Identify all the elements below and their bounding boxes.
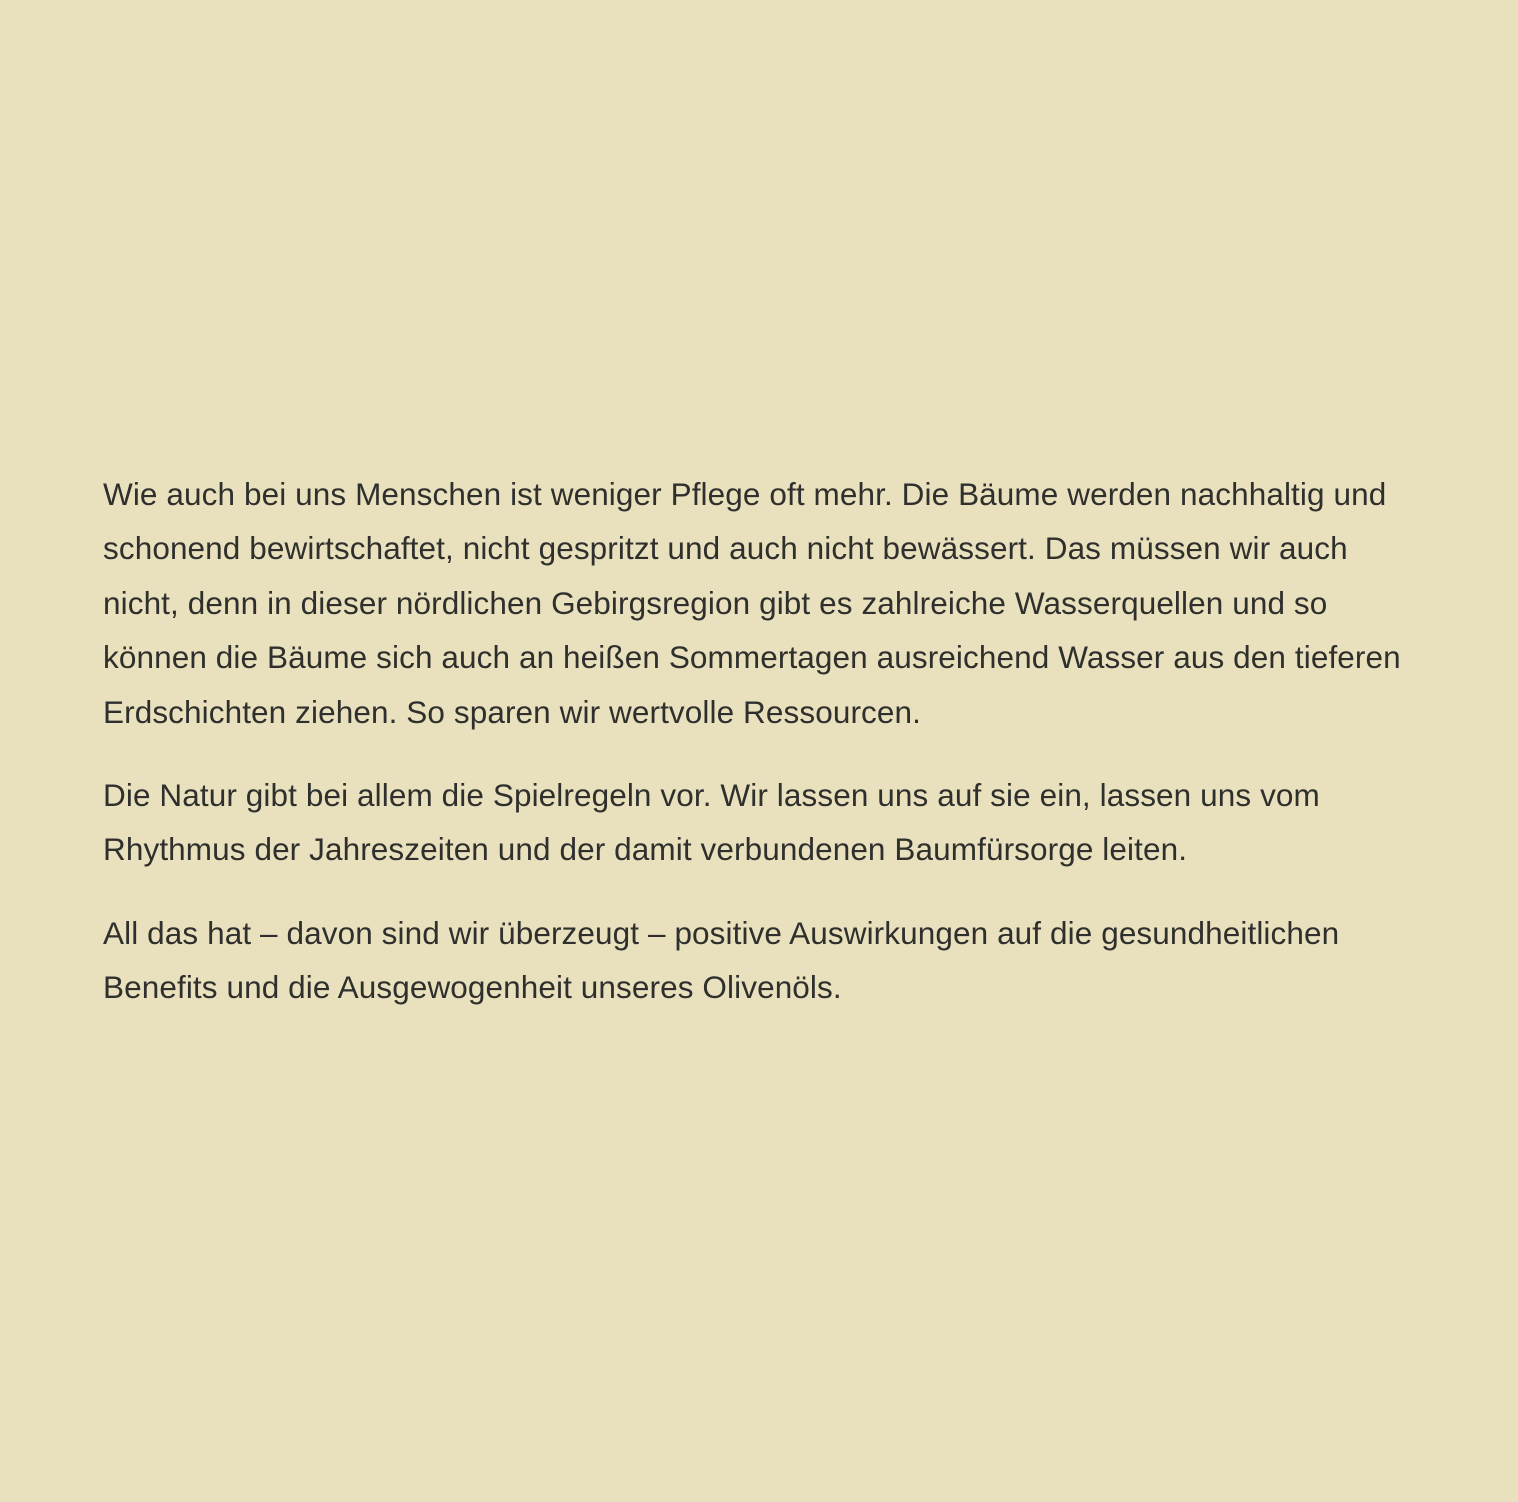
article-body (103, 467, 1403, 1015)
paragraph-benefits: All das hat – davon sind wir überzeugt – positive Auswirkungen auf die gesundheitlichen Benefits und die Ausgewogenheit unseres Olivenöls. (103, 914, 1340, 1006)
paragraph-nature: Die Natur gibt bei allem die Spielregeln vor. Wir lassen uns auf sie ein, lassen uns vom Rhythmus der Jahreszeiten und der damit verbundenen Baumfürsorge leiten. (103, 777, 1320, 868)
paragraph-care: Wie auch bei uns Menschen ist weniger Pflege oft mehr. Die Bäume werden nachhaltig und schonend bewirtschaftet, nicht gespritzt und auch nicht bewässert. Das müssen wir auch nicht, denn in dieser nördlichen Gebirgsregion gibt es zahlreiche Wasserquellen und so können die Bäume sich auch an heißen Sommertagen ausreichend Wasser aus den tieferen Erdschichten ziehen. So sparen wir wertvolle Ressourcen. (103, 476, 1401, 730)
